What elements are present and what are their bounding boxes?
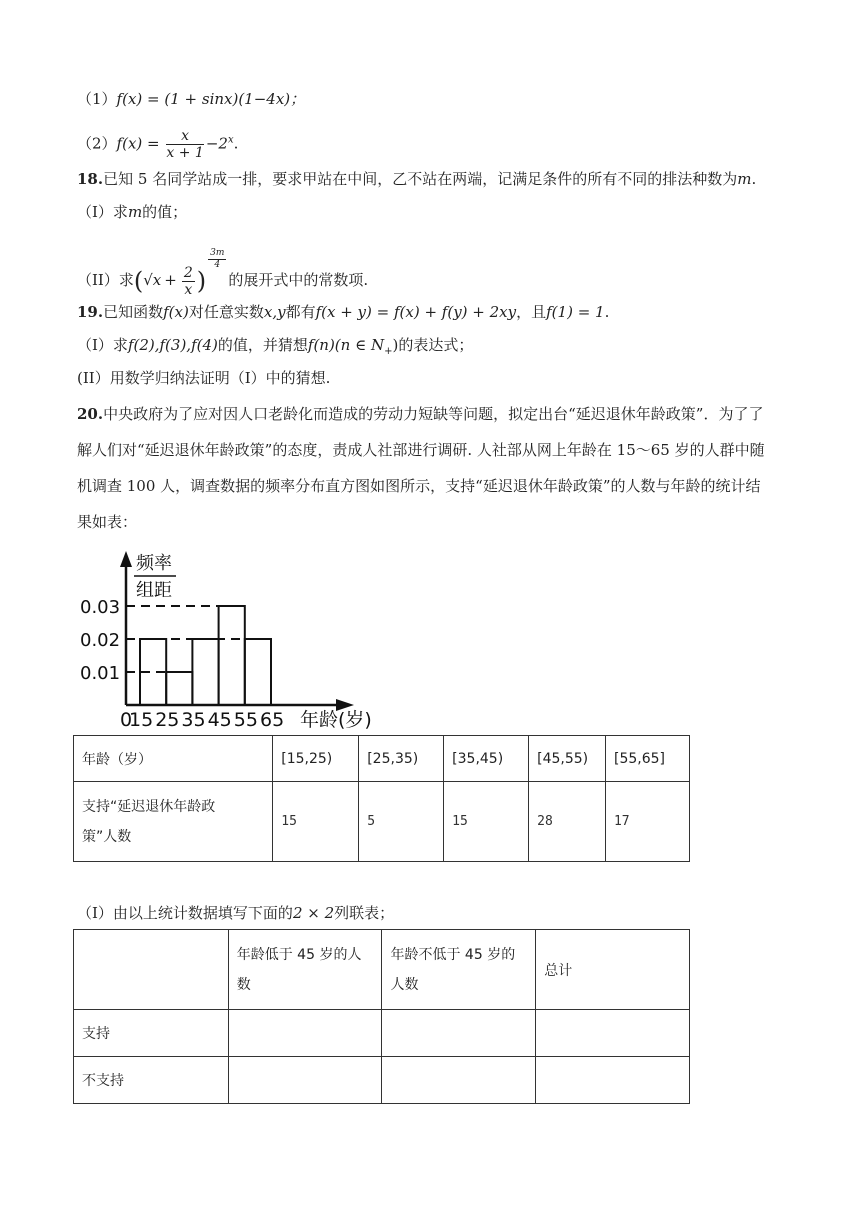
q19-part2: (II）用数学归纳法证明（I）中的猜想. [77,369,331,387]
q19-stem: 19.已知函数f(x)对任意实数x,y都有f(x + y) = f(x) + f(y) + 2xy，且f(1) = 1. [77,303,610,321]
table2-corner-cell [74,930,229,1010]
q18-part1: （I）求m的值； [77,203,188,221]
y-axis-label-bottom: 组距 [136,580,172,601]
y-axis-label-top: 频率 [136,553,172,574]
frequency-histogram [78,545,398,735]
table2-empty-cell [228,1010,382,1057]
table2-row-label: 不支持 [74,1057,229,1104]
table2-header-cell: 年龄不低于 45 岁的 人数 [382,930,536,1010]
table2-row-oppose [74,1057,690,1104]
table1-header-cell: [15,25) [273,736,359,782]
table1-header-cell: [35,45) [444,736,529,782]
table1-row-label: 支持“延迟退休年龄政 策”人数 [74,782,273,862]
q17-item1-formula: f(x) = (1 + sinx)(1−4x)； [116,90,306,108]
q20-part1: （I）由以上统计数据填写下面的2 × 2列联表； [77,904,395,922]
table2-empty-cell [382,1057,536,1104]
contingency-table [73,929,690,1104]
table2-empty-cell [382,1010,536,1057]
x-tick-label: 35 [181,709,206,731]
q17-item1: （1）f(x) = (1 + sinx)(1−4x)； [77,90,306,108]
y-tick-label: 0.02 [80,630,121,651]
x-tick-label: 45 [207,709,232,731]
q18-part2: （II）求(√x + $\frac{2}{x}$ ) $\frac{3m}{4}$ 的展开式中的常数项. [77,248,369,298]
x-tick-label: 25 [155,709,180,731]
histogram-bar [219,606,245,705]
q18-number: 18. [77,170,104,188]
q19-part1: （I）求f(2),f(3),f(4)的值，并猜想f(n)(n ∈ $N_+$)的表达式； [77,336,474,357]
table1-header-cell: [45,55) [529,736,606,782]
x-axis-label: 年龄(岁) [300,709,372,731]
q17-item2: （2）f(x) = $\frac{x}{x + 1}$ $-2^x$. [77,128,239,161]
table1-value: 17 [605,782,689,862]
x-tick-label: 0 [120,709,133,731]
table1-header-cell: 年龄（岁） [74,736,273,782]
q17-item2-fraction: $\frac{x}{x + 1}$ [166,128,204,161]
table2-row-support [74,1010,690,1057]
table2-header-cell: 年龄低于 45 岁的人 数 [228,930,382,1010]
q20-number: 20. [77,405,104,423]
table1-value: 15 [273,782,359,862]
table2-empty-cell [536,1010,690,1057]
y-axis-arrow-icon [120,551,132,567]
table2-empty-cell [536,1057,690,1104]
table1-header-cell: [55,65] [605,736,689,782]
table1-header-row [74,736,690,782]
histogram-bar [245,639,271,705]
table2-row-label: 支持 [74,1010,229,1057]
x-tick-label: 15 [129,709,154,731]
table1-data-row [74,782,690,862]
table1-value: 5 [359,782,444,862]
q18-stem: 18.已知 5 名同学站成一排，要求甲站在中间，乙不站在两端，记满足条件的所有不同的排法种数为m. [77,170,757,188]
y-tick-label: 0.03 [80,597,121,618]
x-tick-label: 55 [233,709,258,731]
table1-value: 15 [444,782,529,862]
histogram-bar [192,639,218,705]
table2-empty-cell [228,1057,382,1104]
table2-header-row [74,930,690,1010]
q18-fraction: $\frac{2}{x}$ [183,264,193,298]
table1-header-cell: [25,35) [359,736,444,782]
table2-header-cell: 总计 [536,930,690,1010]
q18-exponent: $\frac{3m}{4}$ [210,248,225,270]
support-count-table [73,735,690,862]
q20-stem: 20.中央政府为了应对因人口老龄化而造成的劳动力短缺等问题，拟定出台“延迟退休年龄政策”．为了了 解人们对“延迟退休年龄政策”的态度，责成人社部进行调研. 人社部从网上年龄在 15～65 岁的人群中随 机调查 100 人，调查数据的频率分布直方图如图所示，支持“延迟退休年龄政策”的人数与年龄的统计结 果如表： [77,405,765,531]
q19-number: 19. [77,303,104,321]
table1-value: 28 [529,782,606,862]
y-tick-label: 0.01 [80,663,121,684]
histogram-bar [166,672,192,705]
x-tick-label: 65 [260,709,285,731]
